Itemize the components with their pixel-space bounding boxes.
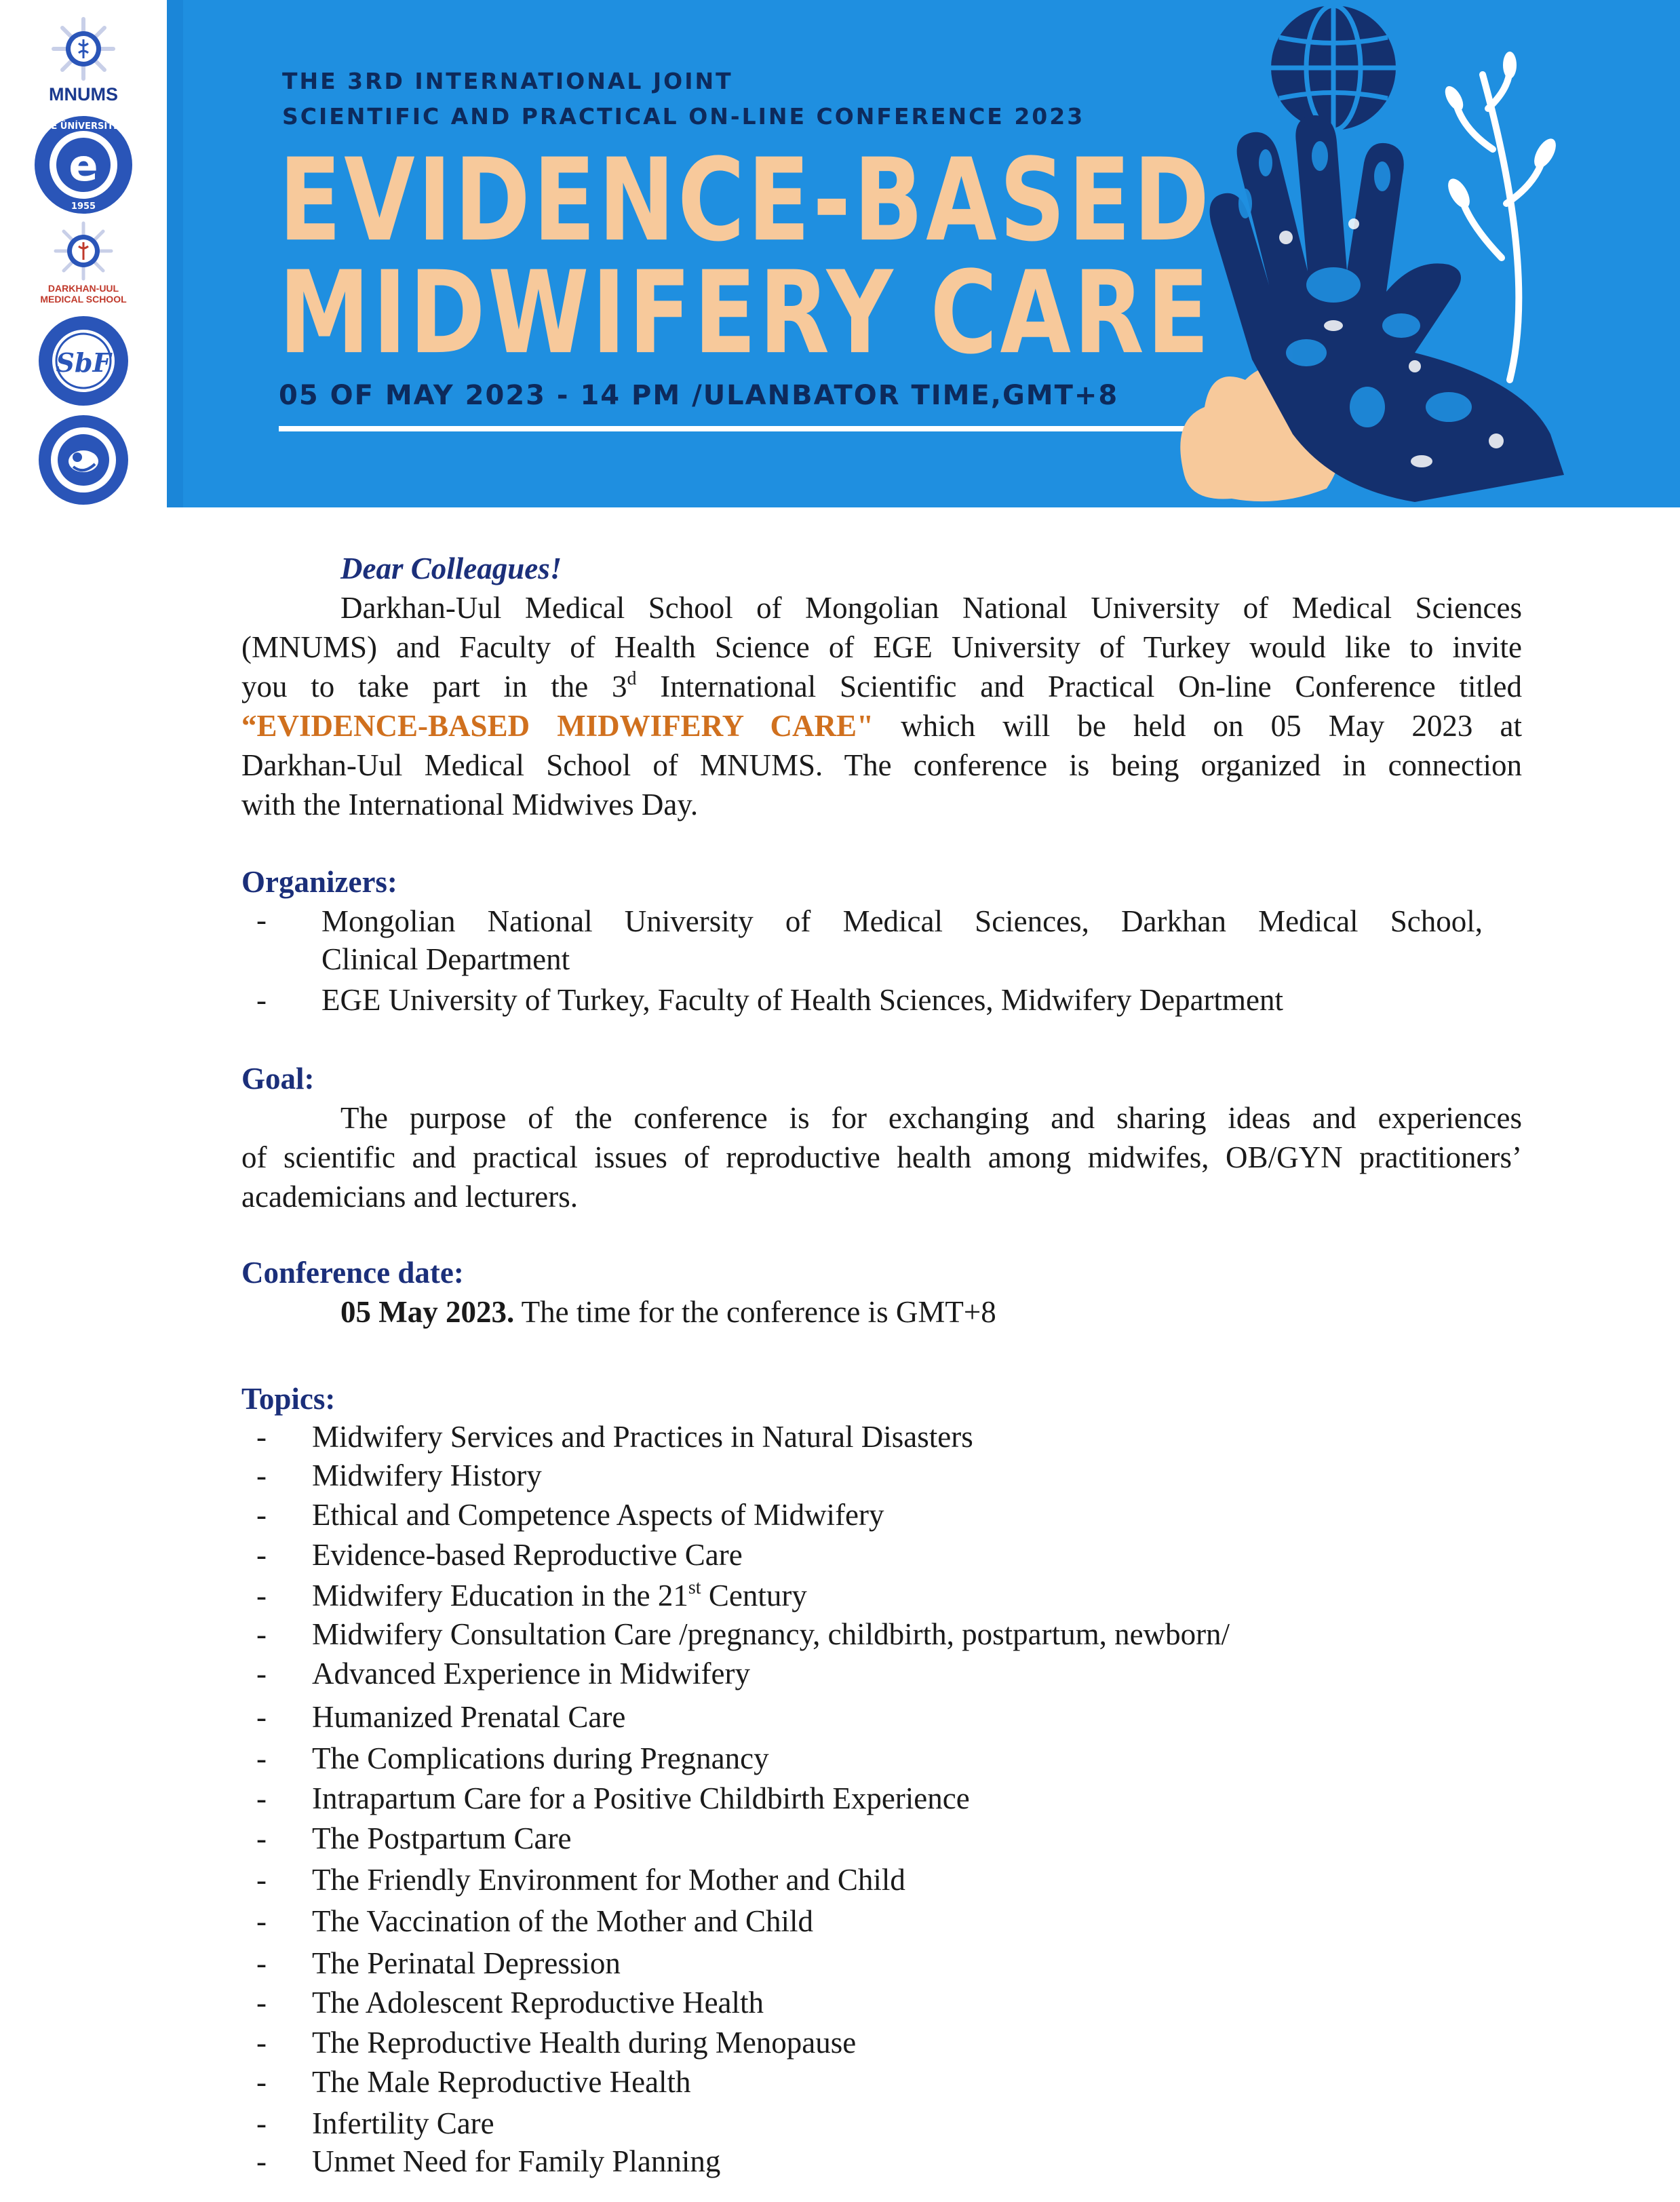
topic-item-text: Humanized Prenatal Care [312,1700,626,1734]
topic-dash: - [256,1700,267,1734]
topic-dash: - [256,1986,267,2020]
topic-item-text: Advanced Experience in Midwifery [312,1657,750,1691]
topic-dash: - [256,1579,267,1612]
topic-item [312,1781,970,1816]
topic-item-text: The Friendly Environment for Mother and Child [312,1863,905,1897]
mnums-label: MNUMS [49,84,118,104]
hand-globe-illustration [1130,0,1673,507]
intro-line-2 [241,628,1522,667]
topic-dash: - [256,1741,267,1775]
organizer-item-2: EGE University of Turkey, Faculty of Health Sciences, Midwifery Department [321,983,1284,1017]
topic-item-text: Infertility Care [312,2106,494,2140]
intro-line-5-text: Darkhan-Uul Medical School of MNUMS. The conference is being organized in connection [241,748,1522,782]
topic-item-text: Midwifery Education in the 21 [312,1579,688,1612]
organizer-item-1-line-1: Mongolian National University of Medical Sciences, Darkhan Medical School, [321,904,1483,938]
intro-line-3b: International Scientific and Practical On-line Conference titled [636,670,1522,703]
intro-line-4 [241,707,1522,746]
intro-line-1 [340,589,1522,627]
topic-item [312,1699,625,1735]
topic-dash: - [256,2065,267,2099]
darkhan-label-1: DARKHAN-UUL [47,283,119,294]
topic-item-text: The Complications during Pregnancy [312,1741,769,1775]
topic-item [312,2144,720,2179]
topic-item [312,1862,905,1897]
topic-dash: - [256,2144,267,2178]
topic-item-text: Evidence-based Reproductive Care [312,1538,743,1572]
topic-item-text: The Adolescent Reproductive Health [312,1986,764,2020]
conference-date-rest: The time for the conference is GMT+8 [514,1295,996,1329]
conference-date-line [340,1293,996,1332]
topic-dash: - [256,1617,267,1651]
topic-item-text: Midwifery History [312,1459,542,1492]
intro-line-2-text: (MNUMS) and Faculty of Health Science of EGE University of Turkey would like to invite [241,630,1522,664]
intro-line-6: with the International Midwives Day. [241,788,699,822]
intro-line-1-text: Darkhan-Uul Medical School of Mongolian National University of Medical Sciences [340,591,1522,625]
topic-item-text: Ethical and Competence Aspects of Midwifery [312,1498,884,1532]
intro-line-4b: which will be held on 05 May 2023 at [874,709,1522,743]
sbf-logo-text: SbF [56,347,111,378]
topic-item [312,2064,691,2100]
banner-date: 05 OF MAY 2023 - 14 PM /ULANBATOR TIME,GMT+8 [279,380,1119,411]
logo-strip [0,0,167,507]
banner-subtitle-2: SCIENTIFIC AND PRACTICAL ON-LINE CONFERENCE 2023 [282,103,1085,130]
conference-banner [167,0,1680,507]
topic-item-text: The Perinatal Depression [312,1946,621,1980]
topic-item [312,1946,621,1981]
topic-dash: - [256,1459,267,1492]
topic-dash: - [256,1498,267,1532]
organizer-item-1-line-2: Clinical Department [321,942,570,976]
topic-item [312,1497,884,1532]
topic-dash: - [256,1420,267,1454]
mnums-logo [33,15,134,105]
topic-item-tail: Century [701,1579,807,1612]
topics-heading: Topics: [241,1382,336,1416]
topic-item [312,1656,750,1691]
topic-dash: - [256,1538,267,1572]
darkhan-logo [33,220,134,305]
conference-date-heading: Conference date: [241,1256,464,1290]
banner-subtitle-1: THE 3RD INTERNATIONAL JOINT [282,68,733,94]
topic-item [312,1458,542,1493]
topic-item-text: The Male Reproductive Health [312,2065,691,2099]
goal-line-1-text: The purpose of the conference is for exchanging and sharing ideas and experiences [340,1101,1522,1135]
topic-item [312,1985,764,2020]
banner-title-2: MIDWIFERY CARE [279,247,1213,380]
topic-item [312,1617,1230,1652]
topic-item [312,1821,571,1856]
topic-item-text: Midwifery Services and Practices in Natural Disasters [312,1420,973,1454]
goal-line-3: academicians and lecturers. [241,1180,578,1214]
organizers-dash-1: - [256,903,267,937]
topic-item [312,1741,769,1776]
organizers-heading: Organizers: [241,865,397,899]
sbf-logo [33,313,134,408]
goal-line-2-text: of scientific and practical issues of reproductive health among midwifes, OB/GYN practitioners’ [241,1140,1522,1174]
organizer-item-1 [321,902,1483,941]
topic-dash: - [256,1946,267,1980]
topic-item [312,1578,807,1613]
banner-rule [279,426,1201,431]
goal-heading: Goal: [241,1062,315,1096]
goal-line-2 [241,1138,1522,1177]
topic-dash: - [256,1904,267,1938]
topic-item-sup: st [688,1577,701,1598]
topic-dash: - [256,2026,267,2060]
intro-line-3-wrap [241,668,1522,706]
branch-icon [1456,68,1544,380]
svg-text:e: e [69,141,98,191]
midwifery-assoc-logo [33,412,134,507]
ege-logo [33,114,134,216]
goal-line-1 [340,1099,1522,1138]
conference-date-bold: 05 May 2023. [340,1295,515,1329]
topic-dash: - [256,1657,267,1691]
topic-dash: - [256,1821,267,1855]
topic-item-text: The Postpartum Care [312,1821,572,1855]
intro-line-3a: you to take part in the 3 [241,670,627,703]
banner-edge [167,0,183,507]
conference-title-inline: “EVIDENCE-BASED MIDWIFERY CARE" [241,709,874,743]
organizers-dash-2: - [256,983,267,1017]
banner-title-1: EVIDENCE-BASED [279,134,1213,267]
topic-item [312,2025,856,2060]
topic-item-text: Midwifery Consultation Care /pregnancy, childbirth, postpartum, newborn/ [312,1617,1230,1651]
globe-icon [1271,5,1396,130]
intro-line-5 [241,746,1522,785]
ege-logo-year: 1955 [71,201,96,212]
topic-dash: - [256,1781,267,1815]
topic-item-text: Unmet Need for Family Planning [312,2144,721,2178]
topic-item-text: Intrapartum Care for a Positive Childbirth Experience [312,1781,970,1815]
topic-dash: - [256,2106,267,2140]
intro-line-4-wrap [241,707,1522,746]
ege-logo-text: EGE ÜNİVERSİTESİ [37,121,130,132]
topic-item-text: The Vaccination of the Mother and Child [312,1904,813,1938]
topic-item [312,1537,743,1572]
greeting: Dear Colleagues! [340,552,562,585]
topic-item [312,1419,973,1454]
topic-dash: - [256,1863,267,1897]
topic-item [312,1904,813,1939]
darkhan-label-2: MEDICAL SCHOOL [40,294,127,305]
intro-line-3 [241,668,1522,706]
topic-item-text: The Reproductive Health during Menopause [312,2026,857,2060]
topic-item [312,2106,494,2141]
intro-line-3-sup: d [627,668,637,689]
